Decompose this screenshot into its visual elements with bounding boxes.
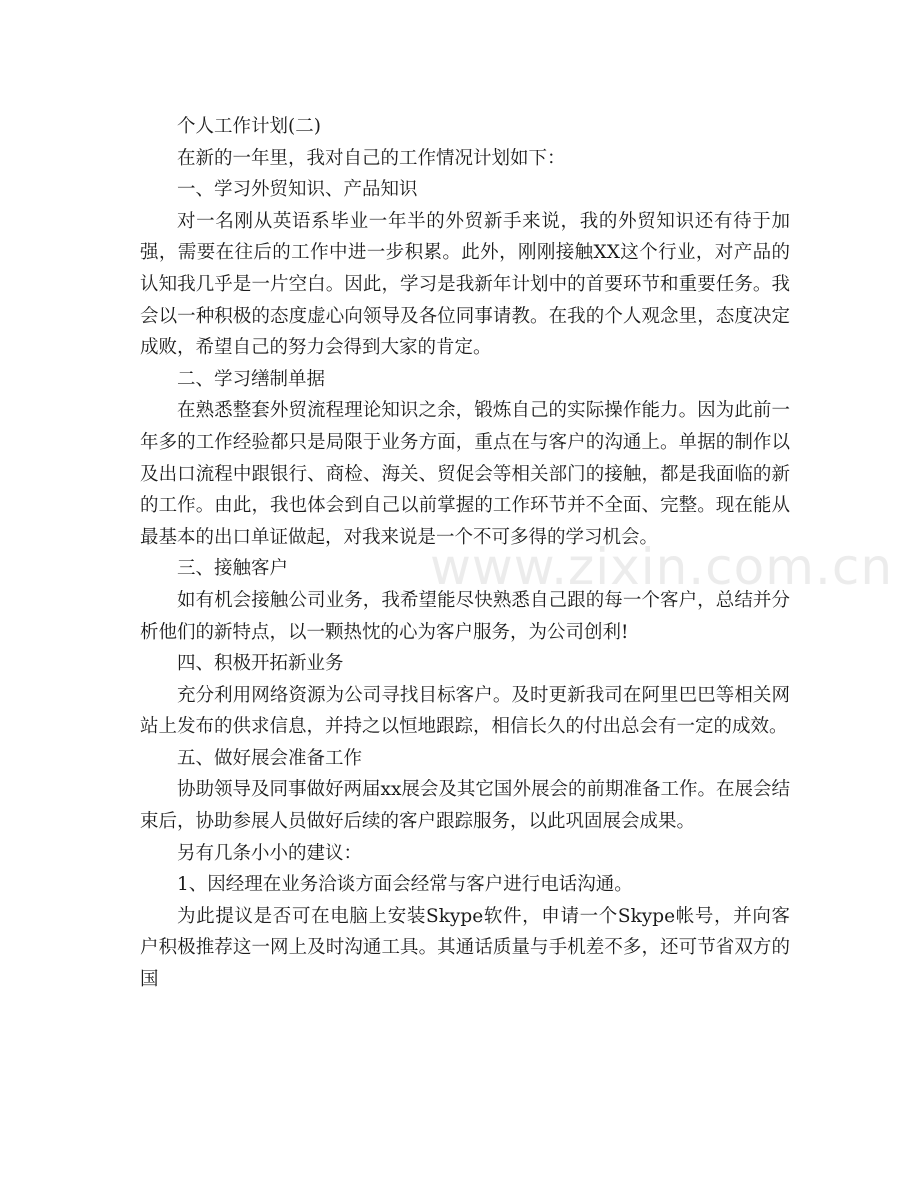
body-paragraph: 协助领导及同事做好两届xx展会及其它国外展会的前期准备工作。在展会结束后，协助参展人员做好后续的客户跟踪服务，以此巩固展会成果。 bbox=[140, 779, 790, 833]
section-heading: 一、学习外贸知识、产品知识 bbox=[177, 179, 418, 201]
section-heading: 五、做好展会准备工作 bbox=[177, 747, 363, 769]
section-heading: 二、学习缮制单据 bbox=[177, 368, 326, 390]
document-body bbox=[140, 111, 790, 996]
body-paragraph: 充分利用网络资源为公司寻找目标客户。及时更新我司在阿里巴巴等相关网站上发布的供求信息，并持之以恒地跟踪，相信长久的付出总会有一定的成效。 bbox=[140, 684, 790, 738]
document-title: 个人工作计划(二) bbox=[177, 116, 321, 137]
suggestions-intro: 另有几条小小的建议： bbox=[177, 842, 363, 864]
watermark-text: www.zixin.com.cn bbox=[430, 538, 894, 596]
section-heading: 四、积极开拓新业务 bbox=[177, 653, 344, 675]
section-heading: 三、接触客户 bbox=[177, 558, 289, 580]
suggestion-item: 1、因经理在业务洽谈方面会经常与客户进行电话沟通。 bbox=[177, 874, 633, 896]
intro-paragraph: 在新的一年里，我对自己的工作情况计划如下： bbox=[177, 147, 566, 169]
body-paragraph: 对一名刚从英语系毕业一年半的外贸新手来说，我的外贸知识还有待于加强，需要在往后的工作中进一步积累。此外，刚刚接触XX这个行业，对产品的认知我几乎是一片空白。因此，学习是我新年计划中的首要环节和重要任务。我会以一种积极的态度虚心向领导及各位同事请教。在我的个人观念里，态度决定成败，希望自己的努力会得到大家的肯定。 bbox=[140, 210, 790, 359]
body-paragraph: 在熟悉整套外贸流程理论知识之余，锻炼自己的实际操作能力。因为此前一年多的工作经验都只是局限于业务方面，重点在与客户的沟通上。单据的制作以及出口流程中跟银行、商检、海关、贸促会等相关部门的接触，都是我面临的新的工作。由此，我也体会到自己以前掌握的工作环节并不全面、完整。现在能从最基本的出口单证做起，对我来说是一个不可多得的学习机会。 bbox=[140, 400, 790, 548]
body-paragraph: 为此提议是否可在电脑上安装Skype软件，申请一个Skype帐号，并向客户积极推荐这一网上及时沟通工具。其通话质量与手机差不多，还可节省双方的国 bbox=[140, 905, 790, 991]
body-paragraph: 如有机会接触公司业务，我希望能尽快熟悉自己跟的每一个客户，总结并分析他们的新特点，以一颗热忱的心为客户服务，为公司创利! bbox=[140, 589, 790, 643]
